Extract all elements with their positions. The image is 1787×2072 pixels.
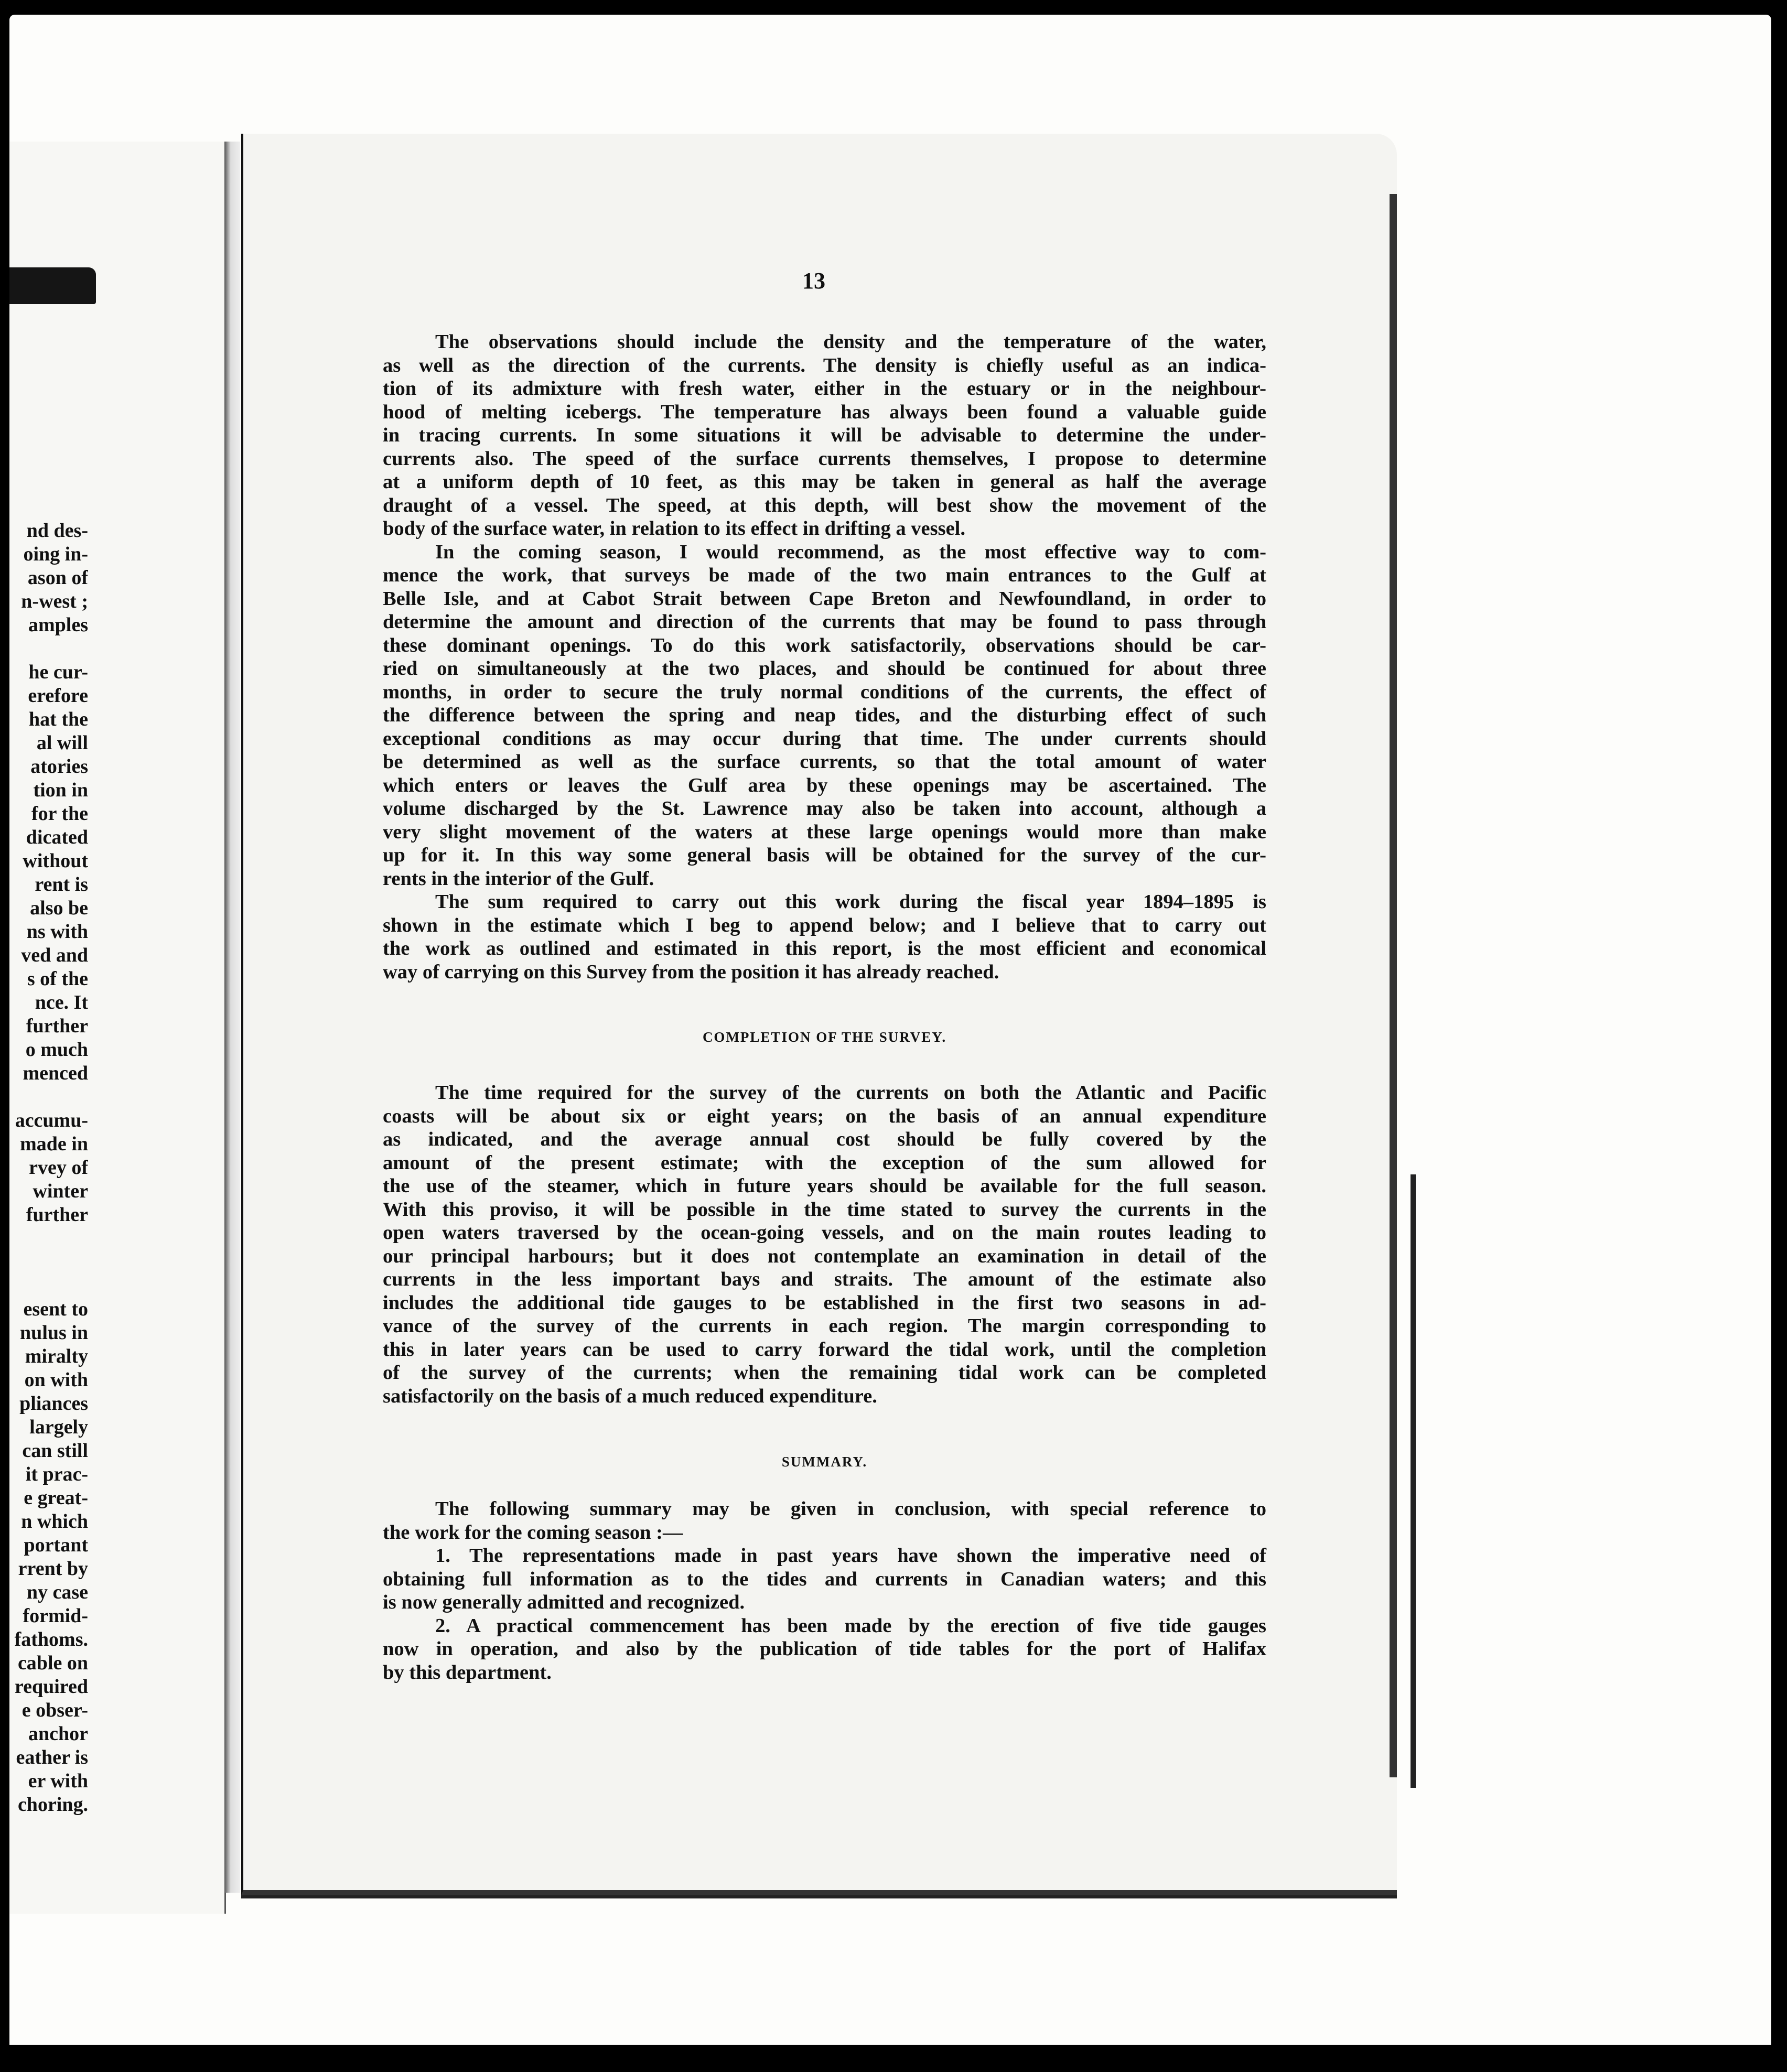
- facing-page-line: amples: [28, 614, 88, 636]
- facing-page-line: pliances: [19, 1393, 88, 1415]
- facing-page-line: he cur-: [28, 661, 88, 683]
- text-line: 2. A practical commencement has been made by the erection of five tide gauges: [435, 1614, 1266, 1637]
- text-line: body of the surface water, in relation to its effect in drifting a vessel.: [383, 517, 965, 539]
- text-line: exceptional conditions as may occur during that time. The under currents should: [383, 727, 1266, 750]
- page-edge: [1390, 194, 1397, 1777]
- text-line: the difference between the spring and neap tides, and the disturbing effect of such: [383, 704, 1266, 726]
- paragraph: [383, 1081, 1266, 1408]
- facing-page-line: nce. It: [35, 991, 88, 1013]
- facing-page-line: oing in-: [23, 543, 88, 565]
- facing-page-line: it prac-: [25, 1463, 88, 1485]
- page-tab: [9, 267, 96, 304]
- text-line: currents also. The speed of the surface currents themselves, I propose to determine: [383, 447, 1266, 470]
- facing-page-line: for the: [31, 803, 88, 825]
- paragraph: [383, 541, 1266, 891]
- facing-page-line: ason of: [27, 567, 88, 589]
- text-line: coasts will be about six or eight years; on the basis of an annual expenditure: [383, 1105, 1266, 1127]
- text-line: currents in the less important bays and straits. The amount of the estimate also: [383, 1268, 1266, 1290]
- text-line: obtaining full information as to the tides and currents in Canadian waters; and this: [383, 1568, 1266, 1590]
- text-line: months, in order to secure the truly normal conditions of the currents, the effect of: [383, 681, 1266, 703]
- text-line: hood of melting icebergs. The temperature has always been found a valuable guide: [383, 401, 1266, 423]
- facing-page-line: winter: [33, 1180, 88, 1202]
- text-line: at a uniform depth of 10 feet, as this may be taken in general as half the average: [383, 471, 1266, 493]
- text-line: includes the additional tide gauges to be established in the first two seasons in ad-: [383, 1291, 1266, 1314]
- text-line: The time required for the survey of the currents on both the Atlantic and Pacific: [435, 1082, 1266, 1104]
- facing-page-line: erefore: [28, 685, 88, 707]
- body-text-section-1: [383, 330, 1266, 984]
- facing-page-line: eather is: [16, 1746, 88, 1768]
- paragraph: [383, 330, 1266, 541]
- text-line: amount of the present estimate; with the exception of the sum allowed for: [383, 1151, 1266, 1174]
- text-line: our principal harbours; but it does not contemplate an examination in detail of the: [383, 1245, 1266, 1267]
- facing-page-line: ny case: [26, 1581, 88, 1603]
- text-line: The sum required to carry out this work during the fiscal year 1894–1895 is: [435, 891, 1266, 913]
- facing-page-line: ns with: [26, 921, 88, 943]
- facing-page-line: formid-: [23, 1605, 88, 1627]
- facing-page-line: [9, 1274, 88, 1298]
- facing-page-line: n-west ;: [21, 590, 88, 612]
- text-line: as well as the direction of the currents. The density is chiefly useful as an indica-: [383, 354, 1266, 376]
- facing-page-line: [9, 637, 88, 661]
- facing-page-line: also be: [30, 897, 88, 919]
- section-heading-summary: SUMMARY.: [781, 1454, 868, 1470]
- facing-page-line: anchor: [28, 1723, 88, 1745]
- body-text-section-3: [383, 1497, 1266, 1684]
- text-line: these dominant openings. To do this work satisfactorily, observations should be car-: [383, 634, 1266, 656]
- facing-page-line: further: [26, 1204, 88, 1226]
- text-line: of the survey of the currents; when the remaining tidal work can be completed: [383, 1362, 1266, 1384]
- facing-page-line: e obser-: [21, 1699, 88, 1721]
- paragraph: [383, 1497, 1266, 1544]
- text-line: very slight movement of the waters at these large openings would more than make: [383, 821, 1266, 843]
- facing-page-line: required: [14, 1676, 88, 1698]
- text-line: open waters traversed by the ocean-going vessels, and on the main routes leading to: [383, 1222, 1266, 1244]
- text-line: The observations should include the density and the temperature of the water,: [435, 331, 1266, 353]
- facing-page-line: rrent by: [18, 1558, 88, 1580]
- facing-page-line: esent to: [23, 1298, 88, 1320]
- facing-page-line: on with: [24, 1369, 88, 1391]
- facing-page-line: dicated: [26, 826, 88, 848]
- facing-page-line: portant: [24, 1534, 88, 1556]
- text-line: With this proviso, it will be possible in the time stated to survey the currents in the: [383, 1198, 1266, 1221]
- text-line: the work as outlined and estimated in this report, is the most efficient and economical: [383, 937, 1266, 959]
- facing-page-line: n which: [21, 1510, 88, 1533]
- facing-page-line: can still: [22, 1440, 88, 1462]
- facing-page-line: menced: [23, 1062, 88, 1084]
- facing-page-line: e great-: [24, 1487, 88, 1509]
- text-line: volume discharged by the St. Lawrence may also be taken into account, although a: [383, 797, 1266, 819]
- text-line: which enters or leaves the Gulf area by these openings may be ascertained. The: [383, 774, 1266, 796]
- facing-page-line: nulus in: [20, 1322, 88, 1344]
- text-line: vance of the survey of the currents in each region. The margin corresponding to: [383, 1315, 1266, 1337]
- text-line: Belle Isle, and at Cabot Strait between Cape Breton and Newfoundland, in order to: [383, 587, 1266, 610]
- text-line: up for it. In this way some general basis will be obtained for the survey of the cur-: [383, 844, 1266, 866]
- text-line: by this department.: [383, 1661, 552, 1684]
- text-line: be determined as well as the surface currents, so that the total amount of water: [383, 751, 1266, 773]
- text-line: as indicated, and the average annual cost should be fully covered by the: [383, 1128, 1266, 1150]
- facing-page-line: without: [23, 850, 88, 872]
- facing-page-line: fathoms.: [14, 1628, 88, 1650]
- text-line: mence the work, that surveys be made of the two main entrances to the Gulf at: [383, 564, 1266, 586]
- text-line: now in operation, and also by the publication of tide tables for the port of Halifax: [383, 1638, 1266, 1660]
- text-line: is now generally admitted and recognized.: [383, 1591, 745, 1613]
- facing-page-line: atories: [30, 756, 88, 778]
- book-gutter: [224, 142, 240, 1893]
- body-text-section-2: [383, 1081, 1266, 1408]
- paragraph: [383, 890, 1266, 984]
- text-line: rents in the interior of the Gulf.: [383, 867, 654, 890]
- facing-page-line: miralty: [25, 1345, 88, 1367]
- facing-page-line: ved and: [21, 944, 88, 966]
- page-edge: [1411, 1174, 1416, 1788]
- facing-page-line: tion in: [33, 779, 88, 801]
- facing-page-line: largely: [29, 1416, 88, 1438]
- facing-page-line: accumu-: [15, 1109, 88, 1131]
- facing-page-line: [9, 1085, 88, 1109]
- text-line: determine the amount and direction of the currents that may be found to pass through: [383, 611, 1266, 633]
- section-heading-completion: COMPLETION OF THE SURVEY.: [702, 1029, 947, 1045]
- facing-page-line: [9, 1227, 88, 1250]
- text-line: 1. The representations made in past years have shown the imperative need of: [435, 1545, 1266, 1567]
- text-line: satisfactorily on the basis of a much reduced expenditure.: [383, 1385, 877, 1407]
- text-line: in tracing currents. In some situations it will be advisable to determine the under-: [383, 424, 1266, 446]
- facing-page: [9, 142, 226, 1914]
- facing-page-line: s of the: [27, 968, 88, 990]
- text-line: shown in the estimate which I beg to append below; and I believe that to carry out: [383, 914, 1266, 936]
- facing-page-line: er with: [28, 1770, 88, 1792]
- facing-page-line: choring.: [17, 1794, 88, 1816]
- facing-page-line: made in: [20, 1133, 88, 1155]
- facing-page-line: al will: [36, 732, 88, 754]
- text-line: tion of its admixture with fresh water, either in the estuary or in the neighbour-: [383, 377, 1266, 400]
- facing-page-line: [9, 1250, 88, 1274]
- paragraph: [383, 1614, 1266, 1685]
- facing-page-line: rent is: [35, 873, 88, 895]
- scan-bottom-border: [0, 2045, 1787, 2072]
- text-line: this in later years can be used to carry forward the tidal work, until the completion: [383, 1338, 1266, 1361]
- facing-page-line: further: [26, 1015, 88, 1037]
- page-number: 13: [802, 268, 825, 294]
- text-line: the work for the coming season :—: [383, 1521, 683, 1544]
- facing-page-line: cable on: [17, 1652, 88, 1674]
- text-line: the use of the steamer, which in future years should be available for the full season.: [383, 1175, 1266, 1197]
- text-line: way of carrying on this Survey from the position it has already reached.: [383, 961, 999, 983]
- text-line: In the coming season, I would recommend, as the most effective way to com-: [435, 541, 1266, 563]
- facing-page-line: nd des-: [26, 520, 88, 542]
- facing-page-line: o much: [25, 1039, 88, 1061]
- paragraph: [383, 1544, 1266, 1614]
- text-line: The following summary may be given in conclusion, with special reference to: [435, 1498, 1266, 1520]
- facing-page-line: rvey of: [29, 1157, 88, 1179]
- text-line: ried on simultaneously at the two places, and should be continued for about three: [383, 657, 1266, 679]
- facing-page-line: hat the: [29, 708, 88, 730]
- text-line: draught of a vessel. The speed, at this depth, will best show the movement of the: [383, 494, 1266, 516]
- facing-page-text: [9, 519, 88, 1817]
